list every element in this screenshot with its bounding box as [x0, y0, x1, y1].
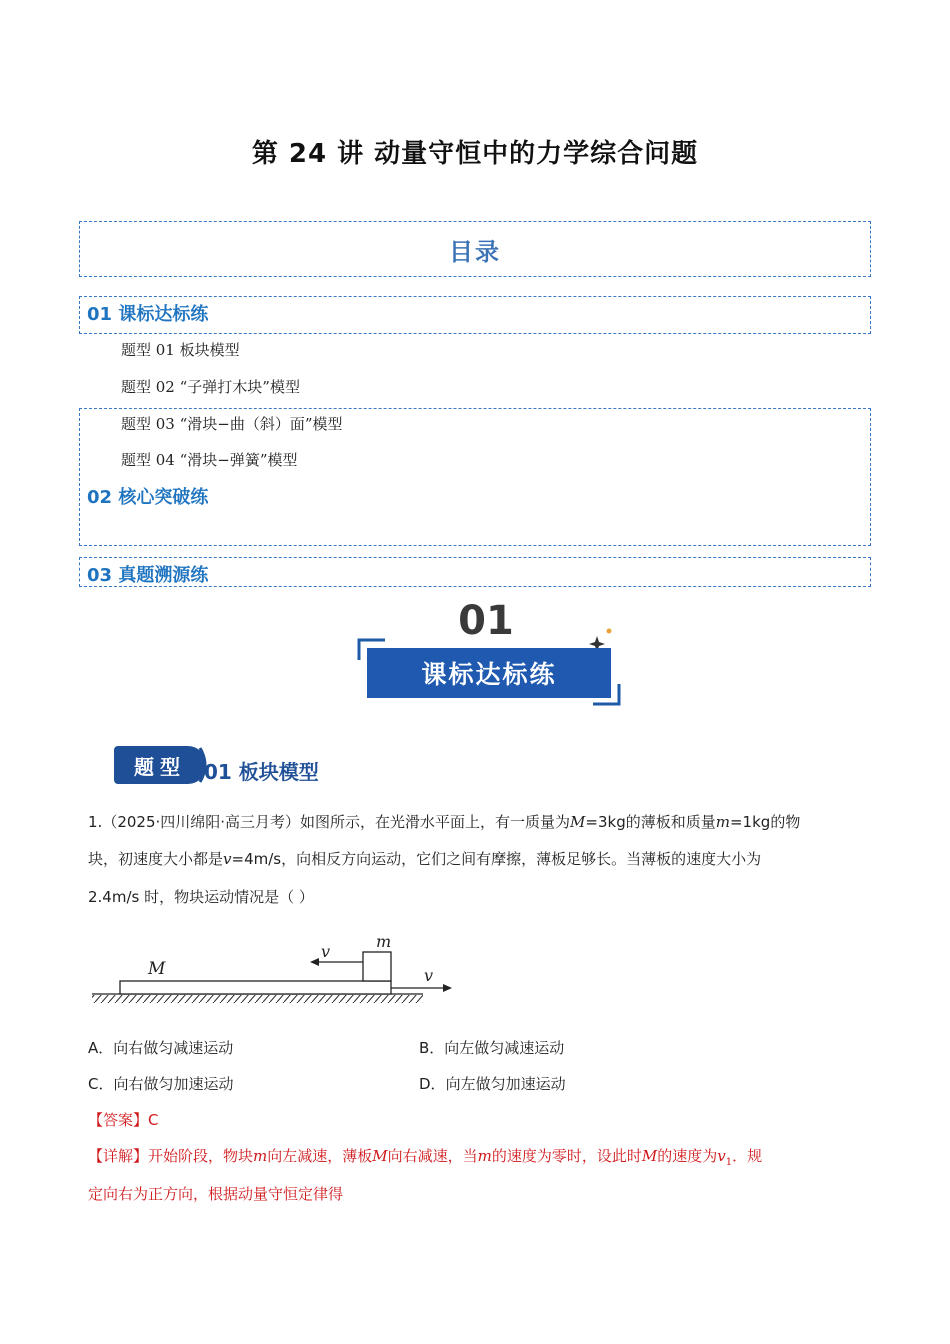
toc-heading-box	[79, 221, 871, 277]
type-badge-text: 题型	[134, 754, 186, 779]
option-letter: A．	[88, 1039, 114, 1057]
text-seg: ．规	[732, 1147, 763, 1165]
physics-figure	[88, 930, 458, 1010]
label-m: m	[376, 932, 392, 951]
text-seg: 的物	[770, 813, 801, 831]
label-v-left: v	[321, 942, 331, 961]
option-a[interactable]	[88, 1037, 233, 1058]
sym-m: m	[477, 1147, 492, 1165]
page-title: 第 24 讲 动量守恒中的力学综合问题	[251, 139, 699, 169]
type-header	[114, 746, 374, 786]
val-v: =4m/s	[231, 850, 282, 868]
text-seg: 向右减速，当	[387, 1147, 478, 1165]
option-letter: D．	[419, 1075, 446, 1093]
explain-tag: 【详解】	[88, 1147, 149, 1165]
option-b[interactable]	[419, 1037, 564, 1058]
sym-M: M	[570, 813, 586, 831]
option-d[interactable]	[419, 1073, 566, 1094]
option-text: 向左做匀加速运动	[445, 1075, 566, 1093]
val-M: =3kg	[585, 813, 626, 831]
sym-v: v	[223, 850, 232, 868]
toc-section-3[interactable]: 03 真题溯源练	[87, 565, 209, 586]
option-letter: C．	[88, 1075, 114, 1093]
sub-1: 1	[725, 1157, 733, 1168]
banner-label: 课标达标练	[421, 660, 557, 689]
toc-heading: 目录	[449, 237, 501, 266]
label-M: M	[148, 959, 166, 979]
text-seg: 开始阶段，物块	[148, 1147, 254, 1165]
option-text: 向右做匀减速运动	[113, 1039, 234, 1057]
toc-item-3[interactable]: 题型 03 “滑块−曲（斜）面”模型	[121, 415, 343, 433]
question-line-2	[88, 841, 761, 878]
explanation-line-2: 定向右为正方向，根据动量守恒定律得	[88, 1185, 344, 1203]
answer-line	[88, 1109, 159, 1130]
option-c[interactable]	[88, 1073, 234, 1094]
text-seg: 的速度为	[657, 1147, 718, 1165]
toc-item-1[interactable]: 题型 01 板块模型	[121, 341, 240, 359]
answer-tag: 【答案】	[88, 1111, 149, 1129]
block-rect	[363, 952, 391, 981]
text-seg: 的薄板和质量	[625, 813, 716, 831]
text-seg: 块，初速度大小都是	[88, 850, 224, 868]
toc-section-1[interactable]: 01 课标达标练	[87, 304, 209, 325]
sym-v: v	[717, 1147, 726, 1165]
answer-value: C	[148, 1111, 159, 1129]
banner-number: 01	[458, 598, 514, 644]
question-line-1	[88, 804, 800, 841]
section-banner	[355, 598, 625, 710]
question-line-3: 2.4m/s 时，物块运动情况是（ ）	[88, 888, 314, 906]
toc-item-2[interactable]: 题型 02 “子弹打木块”模型	[121, 378, 300, 396]
val-m: =1kg	[729, 813, 771, 831]
option-text: 向左做匀减速运动	[444, 1039, 565, 1057]
ground-hatch	[92, 995, 423, 1003]
sym-m: m	[715, 813, 730, 831]
text-seg: 向左减速，薄板	[267, 1147, 373, 1165]
toc-section-2[interactable]: 02 核心突破练	[87, 487, 209, 508]
type-label: 01 板块模型	[204, 760, 319, 784]
option-text: 向右做匀加速运动	[113, 1075, 234, 1093]
sym-M: M	[372, 1147, 388, 1165]
sym-M: M	[641, 1147, 658, 1165]
option-letter: B．	[419, 1039, 445, 1057]
label-v-right: v	[424, 966, 434, 985]
text-seg: 如图所示，在光滑水平面上，有一质量为	[300, 813, 571, 831]
text-seg: 的速度为零时，设此时	[491, 1147, 642, 1165]
type-badge	[114, 746, 206, 784]
question-number: 1.	[88, 813, 103, 831]
explanation-line-1	[88, 1145, 762, 1168]
toc-item-4[interactable]: 题型 04 “滑块−弹簧”模型	[121, 451, 298, 469]
text-seg: ，向相反方向运动，它们之间有摩擦，薄板足够长。当薄板的速度大小为	[281, 850, 762, 868]
board-rect	[120, 981, 391, 994]
sym-m: m	[253, 1147, 268, 1165]
question-source: （2025·四川绵阳·高三月考）	[102, 813, 301, 831]
banner-label-box	[367, 648, 611, 698]
